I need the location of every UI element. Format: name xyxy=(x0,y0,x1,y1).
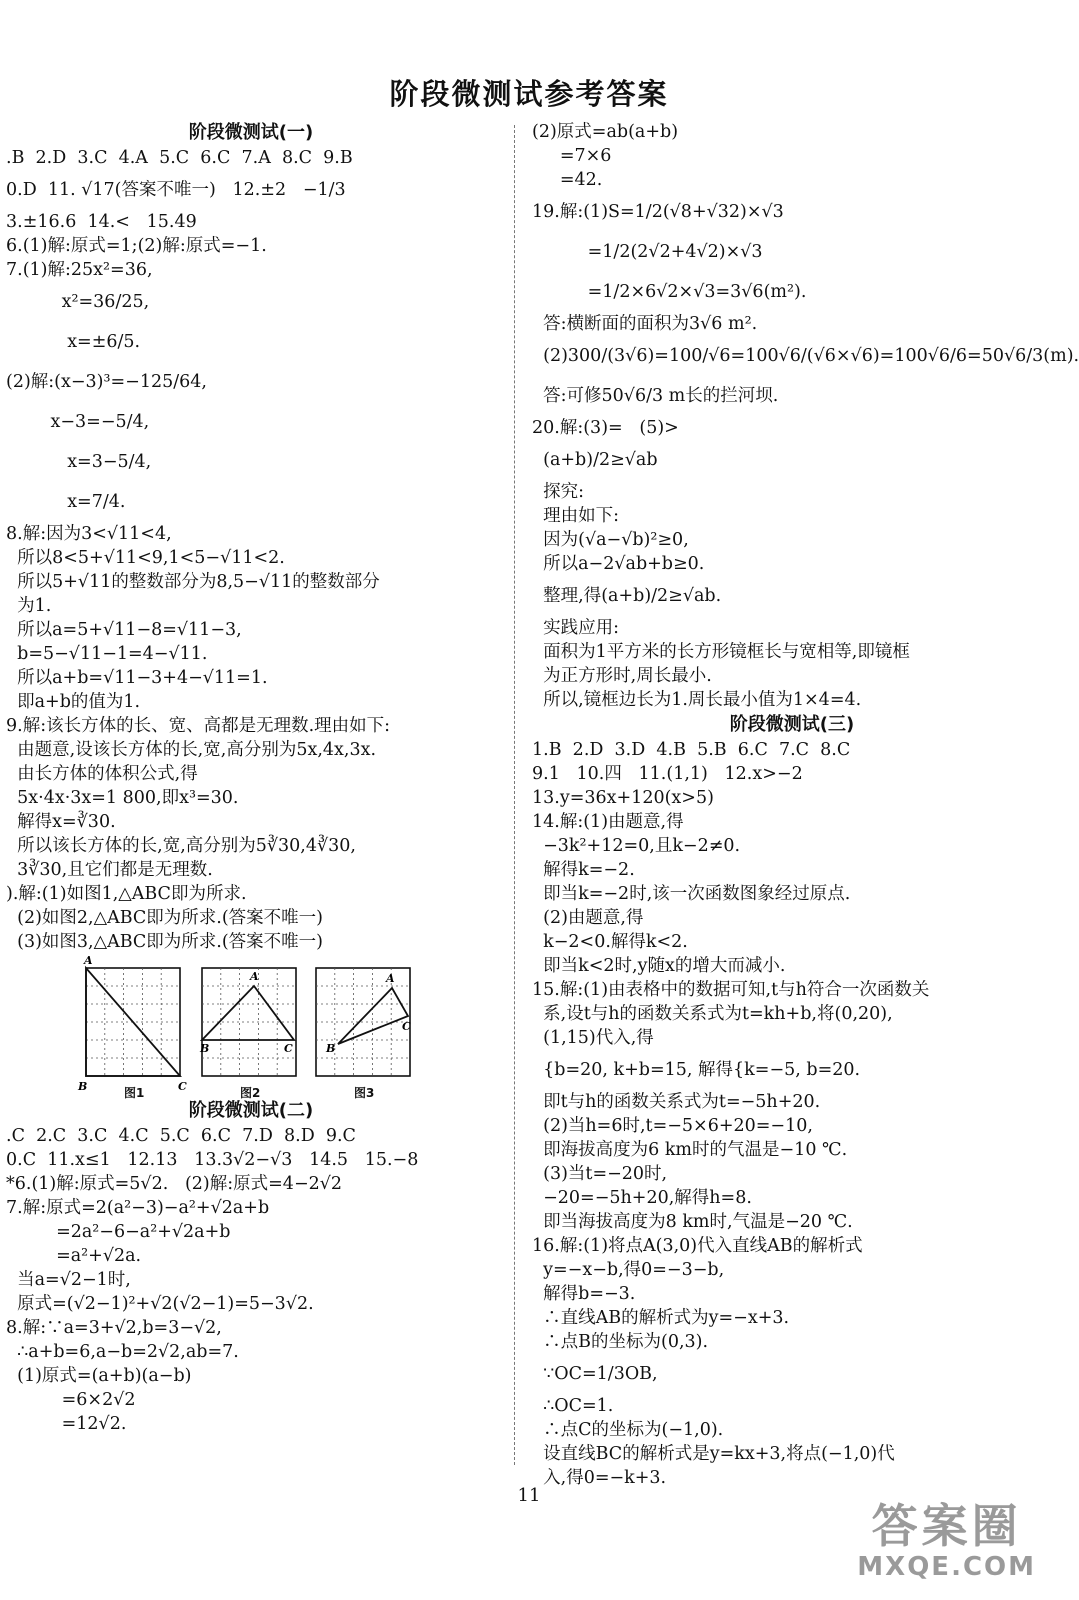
answer-line: ).解:(1)如图1,△ABC即为所求. xyxy=(6,884,247,904)
answer-line: 即海拔高度为6 km时的气温是−10 ℃. xyxy=(532,1140,848,1160)
vertex-label-c: C xyxy=(284,1042,293,1055)
answer-line: 所以5+√11的整数部分为8,5−√11的整数部分 xyxy=(6,572,380,592)
answer-line: ∵OC=1/3OB, xyxy=(532,1364,658,1384)
answer-line: (2)解:(x−3)³=−125/64, xyxy=(6,372,207,392)
answer-line: (2)300/(3√6)=100/√6=100√6/(√6×√6)=100√6/6=50√6/3(m). xyxy=(532,346,1079,366)
answer-line: 7.解:原式=2(a²−3)−a²+√2a+b xyxy=(6,1198,270,1218)
answer-line: 所以8<5+√11<9,1<5−√11<2. xyxy=(6,548,285,568)
answer-line: (2)由题意,得 xyxy=(532,908,644,928)
figure-2 xyxy=(196,960,304,1098)
figure-3 xyxy=(310,960,418,1098)
answer-line: 所以a+b=√11−3+4−√11=1. xyxy=(6,668,268,688)
figure-1 xyxy=(78,954,188,1098)
answer-line: 探究: xyxy=(532,482,585,502)
left-column xyxy=(6,120,496,1436)
answer-line: 整理,得(a+b)/2≥√ab. xyxy=(532,586,722,606)
answer-line: 所以该长方体的长,宽,高分别为5∛30,4∛30, xyxy=(6,836,356,856)
vertex-label-b: B xyxy=(78,1080,88,1093)
answer-line: 解得b=−3. xyxy=(532,1284,636,1304)
answer-line: 20.解:(3)= (5)> xyxy=(532,418,679,438)
answer-line: {b=20, k+b=15, 解得{k=−5, b=20. xyxy=(532,1060,861,1080)
vertex-label-c: C xyxy=(178,1080,187,1093)
answer-line: *6.(1)解:原式=5√2. (2)解:原式=4−2√2 xyxy=(6,1174,343,1194)
answer-line: 答:横断面的面积为3√6 m². xyxy=(532,314,758,334)
column-divider xyxy=(514,125,515,1465)
answer-line: (2)当h=6时,t=−5×6+20=−10, xyxy=(532,1116,813,1136)
answer-line: 6.(1)解:原式=1;(2)解:原式=−1. xyxy=(6,236,267,256)
triangle-abc xyxy=(86,968,180,1076)
answer-line: x=3−5/4, xyxy=(6,452,152,472)
triangle-abc xyxy=(338,988,408,1044)
figure-caption: 图3 xyxy=(354,1086,375,1100)
vertex-label-c: C xyxy=(402,1020,411,1033)
answer-line: 所以a=5+√11−8=√11−3, xyxy=(6,620,242,640)
answer-line: 0.D 11. √17(答案不唯一) 12.±2 −1/3 xyxy=(6,180,346,200)
answer-line: −3k²+12=0,且k−2≠0. xyxy=(532,836,741,856)
vertex-label-a: A xyxy=(250,970,259,983)
answer-line: =42. xyxy=(532,170,603,190)
answer-line: =1/2(2√2+4√2)×√3 xyxy=(532,242,763,262)
watermark-line1: 答案圈 xyxy=(871,1499,1022,1553)
section-heading: 阶段微测试(二) xyxy=(188,1100,314,1121)
answer-line: 所以,镜框边长为1.周长最小值为1×4=4. xyxy=(532,690,862,710)
vertex-label-a: A xyxy=(386,972,395,985)
answer-line: 答:可修50√6/3 m长的拦河坝. xyxy=(532,386,779,406)
answer-line: =2a²−6−a²+√2a+b xyxy=(6,1222,231,1242)
answer-line: x=7/4. xyxy=(6,492,126,512)
answer-line: 面积为1平方米的长方形镜框长与宽相等,即镜框 xyxy=(532,642,910,662)
answer-line: 即a+b的值为1. xyxy=(6,692,141,712)
answer-line: 原式=(√2−1)²+√2(√2−1)=5−3√2. xyxy=(6,1294,314,1314)
answer-line: x−3=−5/4, xyxy=(6,412,150,432)
figure-caption: 图2 xyxy=(240,1086,261,1100)
answer-line: 即当k<2时,y随x的增大而减小. xyxy=(532,956,786,976)
answer-line: =12√2. xyxy=(6,1414,127,1434)
answer-line: 9.1 10.四 11.(1,1) 12.x>−2 xyxy=(532,764,803,784)
answer-line: 1.B 2.D 3.D 4.B 5.B 6.C 7.C 8.C xyxy=(532,740,851,760)
answer-line: 即t与h的函数关系式为t=−5h+20. xyxy=(532,1092,821,1112)
vertex-label-b: B xyxy=(326,1042,336,1055)
page-number: 11 xyxy=(517,1485,541,1506)
answer-line: 9.解:该长方体的长、宽、高都是无理数.理由如下: xyxy=(6,716,391,736)
vertex-label-a: A xyxy=(84,954,93,967)
answer-line: 8.解:因为3<√11<4, xyxy=(6,524,172,544)
answer-line: 5x·4x·3x=1 800,即x³=30. xyxy=(6,788,239,808)
section-heading: 阶段微测试(一) xyxy=(188,122,314,143)
answer-line: (2)如图2,△ABC即为所求.(答案不唯一) xyxy=(6,908,323,928)
answer-line: 由题意,设该长方体的长,宽,高分别为5x,4x,3x. xyxy=(6,740,377,760)
section-heading: 阶段微测试(三) xyxy=(729,714,855,735)
answer-line: ∴OC=1. xyxy=(532,1396,614,1416)
answer-line: b=5−√11−1=4−√11. xyxy=(6,644,208,664)
answer-line: ∴a+b=6,a−b=2√2,ab=7. xyxy=(6,1342,239,1362)
answer-line: (2)原式=ab(a+b) xyxy=(532,122,679,142)
answer-line: ∴直线AB的解析式为y=−x+3. xyxy=(532,1308,790,1328)
answer-line: 由长方体的体积公式,得 xyxy=(6,764,198,784)
answer-line: 3∛30,且它们都是无理数. xyxy=(6,860,213,880)
answer-line: 为正方形时,周长最小. xyxy=(532,666,712,686)
answer-line: 因为(√a−√b)²≥0, xyxy=(532,530,689,550)
answer-line: 所以a−2√ab+b≥0. xyxy=(532,554,705,574)
answer-line: 0.C 11.x≤1 12.13 13.3√2−√3 14.5 15.−8 xyxy=(6,1150,419,1170)
answer-line: 16.解:(1)将点A(3,0)代入直线AB的解析式 xyxy=(532,1236,863,1256)
answer-line: 7.(1)解:25x²=36, xyxy=(6,260,153,280)
answer-line: (a+b)/2≥√ab xyxy=(532,450,658,470)
answer-line: 即当k=−2时,该一次函数图象经过原点. xyxy=(532,884,851,904)
answer-line: x=±6/5. xyxy=(6,332,141,352)
watermark-line2: MXQE.COM xyxy=(857,1552,1036,1582)
answer-line: k−2<0.解得k<2. xyxy=(532,932,688,952)
answer-line: ∴点B的坐标为(0,3). xyxy=(532,1332,709,1352)
answer-line: .C 2.C 3.C 4.C 5.C 6.C 7.D 8.D 9.C xyxy=(6,1126,356,1146)
answer-line: =6×2√2 xyxy=(6,1390,136,1410)
answer-line: 当a=√2−1时, xyxy=(6,1270,131,1290)
answer-line: 15.解:(1)由表格中的数据可知,t与h符合一次函数关 xyxy=(532,980,930,1000)
answer-line: 设直线BC的解析式是y=kx+3,将点(−1,0)代 xyxy=(532,1444,895,1464)
answer-line: 入,得0=−k+3. xyxy=(532,1468,667,1488)
answer-line: 3.±16.6 14.< 15.49 xyxy=(6,212,197,232)
answer-line: ∴点C的坐标为(−1,0). xyxy=(532,1420,724,1440)
answer-line: =1/2×6√2×√3=3√6(m²). xyxy=(532,282,807,302)
answer-line: =7×6 xyxy=(532,146,612,166)
answer-line: 系,设t与h的函数关系式为t=kh+b,将(0,20), xyxy=(532,1004,893,1024)
answer-line: (3)如图3,△ABC即为所求.(答案不唯一) xyxy=(6,932,323,952)
right-column xyxy=(532,120,1079,1490)
triangle-abc xyxy=(202,986,294,1040)
answer-line: (1)原式=(a+b)(a−b) xyxy=(6,1366,192,1386)
answer-line: −20=−5h+20,解得h=8. xyxy=(532,1188,752,1208)
vertex-label-b: B xyxy=(200,1042,210,1055)
answer-line: (1,15)代入,得 xyxy=(532,1028,654,1048)
answer-line: 实践应用: xyxy=(532,618,620,638)
answer-line: 解得x=∛30. xyxy=(6,812,116,832)
answer-line: x²=36/25, xyxy=(6,292,150,312)
answer-line: 14.解:(1)由题意,得 xyxy=(532,812,684,832)
page-title: 阶段微测试参考答案 xyxy=(389,77,669,111)
answer-line: .B 2.D 3.C 4.A 5.C 6.C 7.A 8.C 9.B xyxy=(6,148,353,168)
answer-line: 即当海拔高度为8 km时,气温是−20 ℃. xyxy=(532,1212,853,1232)
answer-line: y=−x−b,得0=−3−b, xyxy=(532,1260,725,1280)
answer-line: 13.y=36x+120(x>5) xyxy=(532,788,714,808)
figure-caption: 图1 xyxy=(124,1086,145,1100)
answer-line: 19.解:(1)S=1/2(√8+√32)×√3 xyxy=(532,202,784,222)
answer-line: (3)当t=−20时, xyxy=(532,1164,668,1184)
triangle-figures xyxy=(6,954,496,1100)
answer-line: 为1. xyxy=(6,596,52,616)
answer-line: 理由如下: xyxy=(532,506,620,526)
answer-line: =a²+√2a. xyxy=(6,1246,142,1266)
answer-line: 解得k=−2. xyxy=(532,860,635,880)
watermark-logo xyxy=(857,1500,1036,1582)
answer-line: 8.解:∵a=3+√2,b=3−√2, xyxy=(6,1318,222,1338)
